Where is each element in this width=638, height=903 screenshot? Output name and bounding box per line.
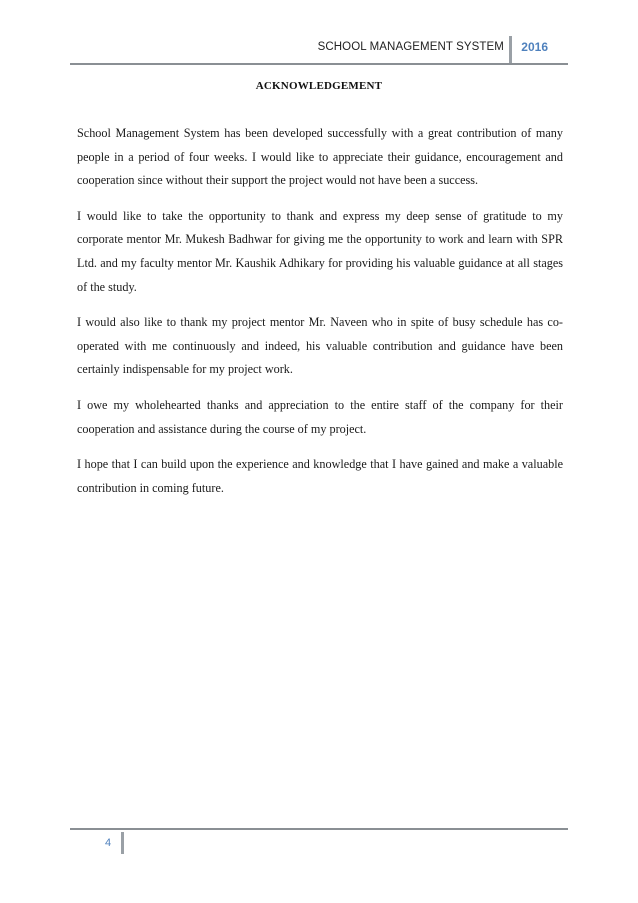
page-number: 4 [105, 837, 112, 849]
paragraph: School Management System has been developed successfully with a great contribution of many people in a period of four weeks. I would like to appreciate their guidance, encouragement and cooperation since without their support the project would not have been a success. [77, 126, 563, 188]
document-body [77, 122, 563, 512]
header-year: 2016 [521, 40, 548, 54]
footer-rule [70, 828, 568, 830]
paragraph: I would also like to thank my project mentor Mr. Naveen who in spite of busy schedule has co-operated with me continuously and indeed, his valuable contribution and guidance have been certainly indispensable for my project work. [77, 315, 563, 377]
paragraph: I hope that I can build upon the experience and knowledge that I have gained and make a valuable contribution in coming future. [77, 457, 563, 495]
page-footer [70, 828, 568, 854]
header-title: SCHOOL MANAGEMENT SYSTEM [317, 41, 504, 53]
header-rule [70, 63, 568, 65]
footer-divider [121, 832, 124, 854]
paragraph: I owe my wholehearted thanks and appreciation to the entire staff of the company for their cooperation and assistance during the course of my project. [77, 397, 563, 436]
document-title: ACKNOWLEDGEMENT [255, 80, 383, 92]
page-header [70, 36, 568, 64]
paragraph: I would like to take the opportunity to thank and express my deep sense of gratitude to my corporate mentor Mr. Mukesh Badhwar for giving me the opportunity to work and learn with SPR Ltd. and my faculty mentor Mr. Kaushik Adhikary for providing his valuable guidance at all stages of the study. [77, 208, 563, 294]
header-divider [509, 36, 512, 63]
